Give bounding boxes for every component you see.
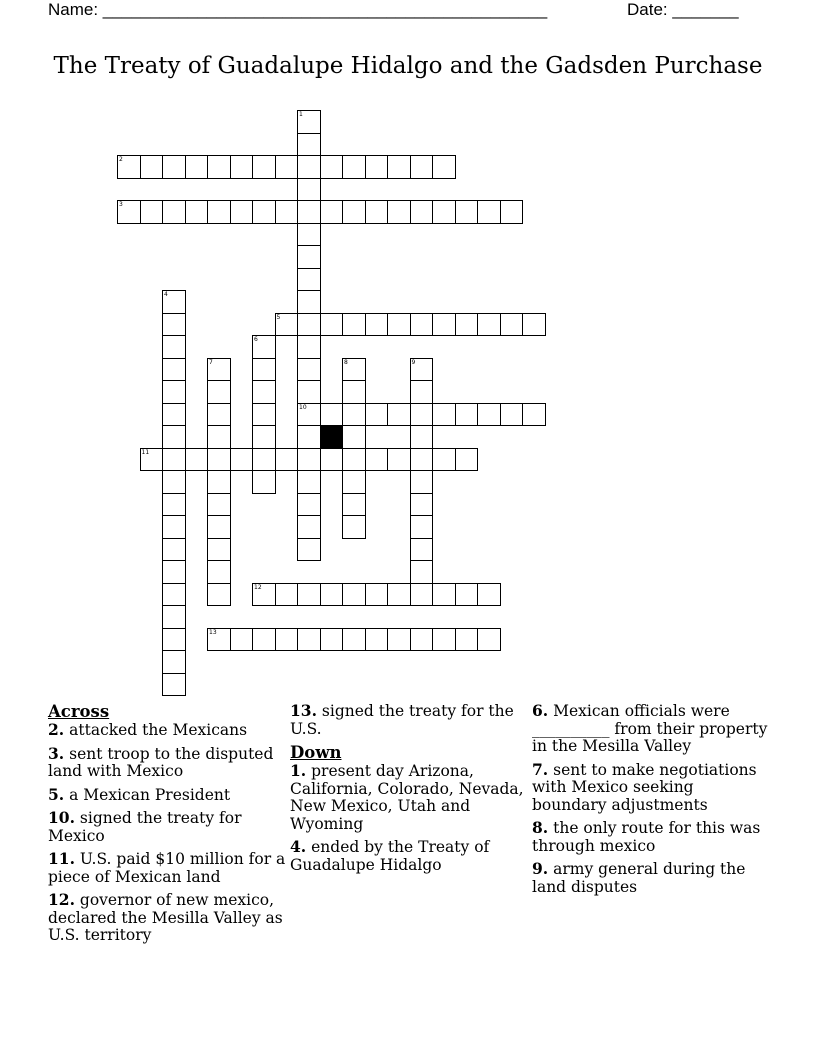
cell-number: 2	[119, 156, 123, 163]
grid-cell[interactable]	[162, 673, 186, 697]
grid-cell[interactable]	[162, 583, 186, 607]
grid-cell[interactable]	[500, 313, 524, 337]
grid-cell[interactable]	[275, 200, 299, 224]
grid-cell[interactable]	[297, 448, 321, 472]
clue-number: 2.	[48, 720, 65, 739]
grid-cell[interactable]	[455, 313, 479, 337]
grid-cell[interactable]	[342, 313, 366, 337]
grid-cell[interactable]	[252, 470, 276, 494]
clue-across-12	[48, 891, 286, 945]
grid-cell[interactable]	[297, 493, 321, 517]
grid-cell[interactable]	[387, 403, 411, 427]
grid-cell[interactable]	[320, 155, 344, 179]
grid-cell[interactable]	[297, 110, 321, 134]
grid-cell[interactable]	[275, 583, 299, 607]
grid-cell[interactable]	[162, 200, 186, 224]
grid-cell[interactable]	[297, 178, 321, 202]
grid-cell[interactable]	[500, 200, 524, 224]
grid-cell[interactable]	[117, 155, 141, 179]
cell-number: 1	[299, 111, 303, 118]
grid-cell[interactable]	[162, 403, 186, 427]
grid-cell[interactable]	[320, 448, 344, 472]
clue-text: signed the treaty for Mexico	[48, 809, 242, 845]
grid-cell[interactable]	[297, 155, 321, 179]
grid-cell[interactable]	[342, 380, 366, 404]
grid-cell[interactable]	[365, 200, 389, 224]
grid-cell[interactable]	[410, 403, 434, 427]
grid-cell[interactable]	[365, 155, 389, 179]
grid-cell[interactable]	[252, 155, 276, 179]
grid-cell[interactable]	[455, 200, 479, 224]
grid-cell[interactable]	[410, 583, 434, 607]
grid-cell[interactable]	[252, 380, 276, 404]
grid-cell[interactable]	[162, 425, 186, 449]
grid-cell[interactable]	[365, 448, 389, 472]
grid-cell[interactable]	[477, 628, 501, 652]
grid-cell[interactable]	[410, 380, 434, 404]
clue-across-11	[48, 850, 286, 886]
grid-cell[interactable]	[117, 200, 141, 224]
grid-cell[interactable]	[410, 313, 434, 337]
grid-cell[interactable]	[477, 583, 501, 607]
grid-cell[interactable]	[297, 628, 321, 652]
cell-number: 12	[254, 583, 262, 591]
grid-cell[interactable]	[207, 403, 231, 427]
grid-cell[interactable]	[207, 515, 231, 539]
clue-number: 10.	[48, 808, 75, 827]
grid-cell[interactable]	[432, 155, 456, 179]
grid-cell[interactable]	[185, 200, 209, 224]
cell-number: 9	[411, 358, 416, 366]
grid-cell[interactable]	[252, 200, 276, 224]
grid-cell[interactable]	[297, 335, 321, 359]
grid-cell[interactable]	[162, 313, 186, 337]
grid-cell[interactable]	[162, 335, 186, 359]
grid-cell[interactable]	[320, 628, 344, 652]
clue-text: a Mexican President	[69, 785, 231, 804]
clue-across-5	[48, 786, 286, 805]
grid-cell[interactable]	[342, 628, 366, 652]
grid-cell[interactable]	[252, 425, 276, 449]
clue-number: 6.	[532, 701, 549, 720]
clues-column-3	[532, 702, 770, 901]
grid-cell[interactable]	[275, 448, 299, 472]
clue-number: 3.	[48, 743, 65, 763]
grid-cell[interactable]	[252, 358, 276, 382]
cell-number: 5	[276, 313, 281, 321]
grid-cell[interactable]	[297, 515, 321, 539]
grid-cell[interactable]	[455, 583, 479, 607]
grid-cell[interactable]	[342, 403, 366, 427]
grid-cell[interactable]	[455, 628, 479, 652]
grid-cell[interactable]	[432, 403, 456, 427]
grid-cell[interactable]	[432, 583, 456, 607]
grid-cell[interactable]	[387, 313, 411, 337]
down-heading: Down	[290, 743, 342, 762]
clue-text: attacked the Mexicans	[69, 721, 248, 739]
grid-cell[interactable]	[410, 358, 434, 382]
grid-cell[interactable]	[207, 628, 231, 652]
clue-number: 11.	[48, 849, 75, 868]
grid-cell[interactable]	[162, 380, 186, 404]
clue-down-7	[532, 761, 770, 815]
grid-cell[interactable]	[387, 628, 411, 652]
date-field[interactable]: Date: _______	[627, 0, 739, 19]
clue-text: the only route for this was through mexico	[532, 819, 761, 855]
grid-cell[interactable]	[297, 583, 321, 607]
grid-cell[interactable]	[342, 470, 366, 494]
clue-across-10	[48, 809, 286, 845]
clue-text: sent to make negotiations with Mexico seeking boundary adjustments	[532, 760, 757, 814]
grid-cell[interactable]	[410, 560, 434, 584]
grid-cell[interactable]	[297, 470, 321, 494]
clue-down-6	[532, 702, 770, 756]
grid-cell[interactable]	[207, 493, 231, 517]
grid-cell[interactable]	[162, 493, 186, 517]
grid-cell[interactable]	[230, 155, 254, 179]
grid-cell[interactable]	[230, 628, 254, 652]
grid-cell[interactable]	[297, 268, 321, 292]
grid-cell[interactable]	[500, 403, 524, 427]
grid-cell[interactable]	[275, 155, 299, 179]
grid-cell[interactable]	[432, 448, 456, 472]
grid-cell[interactable]	[162, 470, 186, 494]
grid-cell[interactable]	[522, 313, 546, 337]
grid-cell[interactable]	[410, 493, 434, 517]
grid-cell[interactable]	[342, 493, 366, 517]
grid-cell[interactable]	[297, 403, 321, 427]
grid-cell[interactable]	[162, 628, 186, 652]
grid-cell[interactable]	[252, 448, 276, 472]
grid-cell[interactable]	[297, 290, 321, 314]
grid-cell[interactable]	[185, 155, 209, 179]
grid-cell[interactable]	[365, 583, 389, 607]
clue-text: signed the treaty for the U.S.	[290, 702, 514, 738]
grid-cell[interactable]	[140, 200, 164, 224]
clue-text: army general during the land disputes	[532, 860, 746, 896]
grid-cell[interactable]	[455, 448, 479, 472]
grid-cell[interactable]	[185, 448, 209, 472]
grid-cell[interactable]	[297, 358, 321, 382]
grid-cell[interactable]	[162, 155, 186, 179]
grid-cell[interactable]	[207, 538, 231, 562]
grid-cell[interactable]	[365, 313, 389, 337]
grid-cell[interactable]	[162, 538, 186, 562]
clue-text: present day Arizona, California, Colorado, Nevada, New Mexico, Utah and Wyoming	[290, 762, 524, 833]
grid-cell[interactable]	[455, 403, 479, 427]
clue-number: 4.	[290, 837, 307, 856]
cell-number: 7	[209, 358, 213, 366]
grid-cell[interactable]	[252, 583, 276, 607]
grid-cell[interactable]	[342, 358, 366, 382]
clue-across-13	[290, 702, 528, 738]
grid-cell[interactable]	[297, 425, 321, 449]
grid-cell[interactable]	[140, 448, 164, 472]
name-field[interactable]: Name: _______________________________________________	[48, 0, 548, 19]
grid-cell[interactable]	[297, 380, 321, 404]
cell-number: 8	[344, 358, 348, 366]
grid-cell[interactable]	[275, 628, 299, 652]
clues-column-2	[290, 702, 528, 879]
cell-number: 3	[119, 201, 123, 208]
clue-number: 12.	[48, 890, 75, 909]
clue-text: sent troop to the disputed land with Mexico	[48, 744, 274, 780]
grid-cell[interactable]	[432, 628, 456, 652]
grid-cell[interactable]	[252, 628, 276, 652]
grid-cell[interactable]	[297, 538, 321, 562]
grid-cell[interactable]	[162, 358, 186, 382]
grid-cell[interactable]	[162, 290, 186, 314]
clue-across-2	[48, 721, 286, 740]
grid-cell[interactable]	[342, 200, 366, 224]
grid-cell[interactable]	[365, 403, 389, 427]
clue-text: U.S. paid $10 million for a piece of Mexican land	[48, 850, 286, 886]
grid-cell[interactable]	[342, 448, 366, 472]
grid-cell[interactable]	[477, 403, 501, 427]
clue-down-4	[290, 838, 528, 874]
grid-cell[interactable]	[207, 425, 231, 449]
grid-cell[interactable]	[297, 223, 321, 247]
grid-cell[interactable]	[320, 313, 344, 337]
grid-cell[interactable]	[410, 425, 434, 449]
grid-cell[interactable]	[387, 448, 411, 472]
grid-cell[interactable]	[207, 560, 231, 584]
grid-cell[interactable]	[207, 583, 231, 607]
grid-cell[interactable]	[207, 380, 231, 404]
clue-number: 1.	[290, 761, 307, 780]
clue-down-1	[290, 762, 528, 833]
grid-cell[interactable]	[477, 313, 501, 337]
clue-text: ended by the Treaty of Guadalupe Hidalgo	[290, 838, 490, 874]
clue-down-9	[532, 860, 770, 896]
cell-number: 13	[209, 628, 217, 636]
cell-number: 4	[164, 291, 168, 298]
grid-cell[interactable]	[230, 200, 254, 224]
clue-number: 13.	[290, 701, 317, 720]
clue-across-3	[48, 745, 286, 781]
grid-cell[interactable]	[410, 515, 434, 539]
grid-cell[interactable]	[320, 200, 344, 224]
grid-cell[interactable]	[207, 200, 231, 224]
grid-cell[interactable]	[162, 560, 186, 584]
grid-cell[interactable]	[162, 515, 186, 539]
clue-number: 9.	[532, 859, 549, 878]
grid-cell[interactable]	[342, 425, 366, 449]
clue-number: 5.	[48, 784, 65, 804]
grid-cell[interactable]	[410, 538, 434, 562]
grid-cell[interactable]	[342, 583, 366, 607]
clue-number: 7.	[532, 759, 549, 779]
grid-cell[interactable]	[230, 448, 254, 472]
page-title: The Treaty of Guadalupe Hidalgo and the Gadsden Purchase	[53, 53, 763, 79]
grid-cell[interactable]	[252, 403, 276, 427]
cell-number: 6	[254, 336, 258, 343]
grid-cell[interactable]	[432, 200, 456, 224]
clue-down-8	[532, 819, 770, 855]
grid-cell[interactable]	[387, 583, 411, 607]
grid-cell[interactable]	[410, 470, 434, 494]
grid-cell[interactable]	[162, 605, 186, 629]
black-square	[320, 425, 344, 449]
grid-cell[interactable]	[320, 403, 344, 427]
grid-cell[interactable]	[387, 200, 411, 224]
grid-cell[interactable]	[387, 155, 411, 179]
grid-cell[interactable]	[207, 358, 231, 382]
grid-cell[interactable]	[252, 335, 276, 359]
grid-cell[interactable]	[410, 628, 434, 652]
grid-cell[interactable]	[297, 200, 321, 224]
cell-number: 11	[141, 448, 150, 456]
grid-cell[interactable]	[410, 155, 434, 179]
clue-text: governor of new mexico, declared the Mesilla Valley as U.S. territory	[48, 891, 283, 944]
across-heading: Across	[48, 702, 110, 721]
grid-cell[interactable]	[432, 313, 456, 337]
grid-cell[interactable]	[365, 628, 389, 652]
cell-number: 10	[299, 403, 307, 411]
grid-cell[interactable]	[207, 155, 231, 179]
grid-cell[interactable]	[410, 448, 434, 472]
grid-cell[interactable]	[207, 448, 231, 472]
grid-cell[interactable]	[162, 650, 186, 674]
grid-cell[interactable]	[297, 313, 321, 337]
grid-cell[interactable]	[320, 583, 344, 607]
grid-cell[interactable]	[140, 155, 164, 179]
grid-cell[interactable]	[342, 155, 366, 179]
grid-cell[interactable]	[207, 470, 231, 494]
grid-cell[interactable]	[342, 515, 366, 539]
grid-cell[interactable]	[297, 245, 321, 269]
grid-cell[interactable]	[477, 200, 501, 224]
clue-number: 8.	[532, 818, 549, 837]
grid-cell[interactable]	[275, 313, 299, 337]
grid-cell[interactable]	[297, 133, 321, 157]
clues-column-1	[48, 702, 286, 950]
grid-cell[interactable]	[522, 403, 546, 427]
clue-text: Mexican officials were __________ from their property in the Mesilla Valley	[532, 702, 768, 755]
grid-cell[interactable]	[410, 200, 434, 224]
grid-cell[interactable]	[162, 448, 186, 472]
